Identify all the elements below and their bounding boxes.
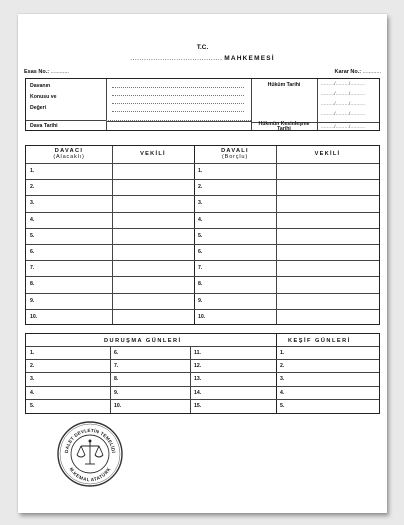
party-row-divider bbox=[26, 276, 379, 277]
hearing-row-divider bbox=[26, 399, 379, 400]
davaci-row-number[interactable]: 8. bbox=[30, 281, 35, 288]
party-row-divider bbox=[26, 179, 379, 180]
party-row-divider bbox=[26, 228, 379, 229]
divider bbox=[26, 346, 379, 347]
davali-row-number[interactable]: 10. bbox=[198, 313, 206, 320]
kesif-date-cell[interactable]: 5. bbox=[280, 402, 285, 409]
hukum-kesin-line1: Hükmün Kesinleşme bbox=[258, 121, 310, 127]
davaci-row-number[interactable]: 9. bbox=[30, 297, 35, 304]
esas-label: Esas No.: bbox=[24, 69, 50, 75]
davaci-sub: (Alacaklı) bbox=[53, 153, 85, 160]
hearing-col-divider bbox=[190, 346, 191, 413]
davaci-row-number[interactable]: 4. bbox=[30, 216, 35, 223]
divider bbox=[26, 120, 106, 121]
esas-field[interactable]: ............ bbox=[50, 69, 69, 75]
divider bbox=[112, 146, 113, 324]
tc-heading: T.C. bbox=[196, 44, 209, 51]
parties-table bbox=[25, 145, 380, 325]
durusma-date-cell[interactable]: 4. bbox=[30, 389, 35, 396]
durusma-date-cell[interactable]: 8. bbox=[114, 376, 119, 383]
party-row-divider bbox=[26, 309, 379, 310]
hukum-date-field-2[interactable]: ........./........./.......... bbox=[321, 91, 366, 96]
kesif-date-cell[interactable]: 4. bbox=[280, 389, 285, 396]
durusma-date-cell[interactable]: 6. bbox=[114, 350, 119, 356]
hukum-date-field-4[interactable]: ........./........./.......... bbox=[321, 111, 366, 116]
durusma-date-cell[interactable]: 10. bbox=[114, 402, 122, 409]
davali-row-number[interactable]: 8. bbox=[198, 281, 203, 288]
durusma-date-cell[interactable]: 13. bbox=[194, 376, 202, 383]
davali-header bbox=[194, 149, 276, 160]
davali-row-number[interactable]: 6. bbox=[198, 249, 203, 255]
davali-row-number[interactable]: 4. bbox=[198, 216, 203, 223]
kesif-date-cell[interactable]: 1. bbox=[280, 350, 285, 356]
davaci-row-number[interactable]: 7. bbox=[30, 265, 35, 272]
case-info-box bbox=[25, 78, 380, 131]
subject-line-4[interactable] bbox=[112, 111, 244, 112]
davali-row-number[interactable]: 2. bbox=[198, 184, 203, 191]
durusma-date-cell[interactable]: 5. bbox=[30, 402, 35, 409]
seal-graphic bbox=[56, 420, 124, 488]
durusma-date-cell[interactable]: 2. bbox=[30, 363, 35, 370]
davaci-row-number[interactable]: 5. bbox=[30, 232, 35, 239]
subject-line-3[interactable] bbox=[112, 103, 244, 104]
kesinlesme-date-field[interactable]: ........./........./.......... bbox=[321, 124, 366, 129]
davaci-row-number[interactable]: 1. bbox=[30, 168, 35, 174]
durusma-date-cell[interactable]: 9. bbox=[114, 389, 119, 396]
justice-seal bbox=[56, 420, 124, 488]
karar-label: Karar No.: bbox=[334, 69, 362, 75]
party-row-divider bbox=[26, 260, 379, 261]
subject-line-1[interactable] bbox=[112, 87, 244, 88]
davali-sub: (Borçlu) bbox=[222, 153, 248, 160]
divider bbox=[106, 79, 107, 130]
davali-row-number[interactable]: 1. bbox=[198, 168, 203, 174]
karar-no bbox=[335, 69, 381, 75]
court-word: MAHKEMESİ bbox=[224, 55, 275, 62]
durusma-date-cell[interactable]: 15. bbox=[194, 402, 202, 409]
party-row-divider bbox=[26, 293, 379, 294]
divider bbox=[276, 334, 277, 413]
davaci-header bbox=[26, 149, 112, 160]
scales-of-justice-icon bbox=[77, 440, 103, 464]
court-name-field[interactable]: ........................................ bbox=[130, 55, 223, 62]
party-row-divider bbox=[26, 195, 379, 196]
kesif-header: KEŞİF GÜNLERİ bbox=[288, 338, 351, 344]
durusma-header: DURUŞMA GÜNLERİ bbox=[104, 338, 182, 344]
davali-row-number[interactable]: 5. bbox=[198, 232, 203, 239]
durusma-date-cell[interactable]: 3. bbox=[30, 376, 35, 383]
hukum-kesinlesme-label bbox=[252, 122, 316, 132]
seal-bottom-text: M.KEMAL ATATÜRK bbox=[68, 466, 112, 483]
davanin-label: Davanın bbox=[30, 83, 51, 89]
hearing-row-divider bbox=[26, 386, 379, 387]
hearing-row-divider bbox=[26, 359, 379, 360]
court-name-line bbox=[18, 55, 387, 62]
davali-row-number[interactable]: 3. bbox=[198, 200, 203, 207]
party-row-divider bbox=[26, 244, 379, 245]
davali-title: DAVALI bbox=[221, 148, 249, 154]
davaci-title: DAVACI bbox=[54, 148, 84, 154]
davaci-row-number[interactable]: 3. bbox=[30, 200, 35, 207]
durusma-date-cell[interactable]: 1. bbox=[30, 350, 35, 356]
davaci-row-number[interactable]: 10. bbox=[30, 313, 38, 320]
seal-top-text: DALET DEVLETİN TEMELİDİ bbox=[63, 427, 116, 454]
davaci-vekili-header: VEKİLİ bbox=[140, 151, 166, 157]
davali-row-number[interactable]: 7. bbox=[198, 265, 203, 272]
davali-vekili-header: VEKİLİ bbox=[314, 151, 341, 157]
form-sheet bbox=[18, 14, 387, 513]
konusu-label: Konusu ve bbox=[30, 94, 57, 100]
hearings-table bbox=[25, 333, 380, 414]
hukum-date-field-3[interactable]: ........./........./.......... bbox=[321, 101, 366, 106]
dava-tarihi-label: Dava Tarihi bbox=[30, 123, 58, 129]
hearing-row-divider bbox=[26, 372, 379, 373]
party-row-divider bbox=[26, 163, 379, 164]
divider bbox=[194, 146, 195, 324]
hukum-tarihi-label: Hüküm Tarihi bbox=[267, 82, 301, 88]
durusma-date-cell[interactable]: 12. bbox=[194, 363, 202, 370]
kesif-date-cell[interactable]: 2. bbox=[280, 363, 285, 370]
party-row-divider bbox=[26, 212, 379, 213]
subject-line-2[interactable] bbox=[112, 95, 244, 96]
divider bbox=[106, 121, 251, 122]
davaci-row-number[interactable]: 2. bbox=[30, 184, 35, 191]
hearing-col-divider bbox=[110, 346, 111, 413]
karar-field[interactable]: ............ bbox=[362, 69, 381, 75]
davaci-row-number[interactable]: 6. bbox=[30, 249, 35, 255]
durusma-date-cell[interactable]: 7. bbox=[114, 363, 119, 370]
divider bbox=[276, 146, 277, 324]
kesif-date-cell[interactable]: 3. bbox=[280, 376, 285, 383]
durusma-date-cell[interactable]: 11. bbox=[194, 350, 201, 356]
degeri-label: Değeri bbox=[30, 105, 47, 111]
davali-row-number[interactable]: 9. bbox=[198, 297, 203, 304]
durusma-date-cell[interactable]: 14. bbox=[194, 389, 202, 396]
hukum-date-field-1[interactable]: ........./........./.......... bbox=[321, 81, 366, 86]
hukum-kesin-line2: Tarihi bbox=[277, 126, 291, 132]
esas-no bbox=[24, 69, 69, 75]
